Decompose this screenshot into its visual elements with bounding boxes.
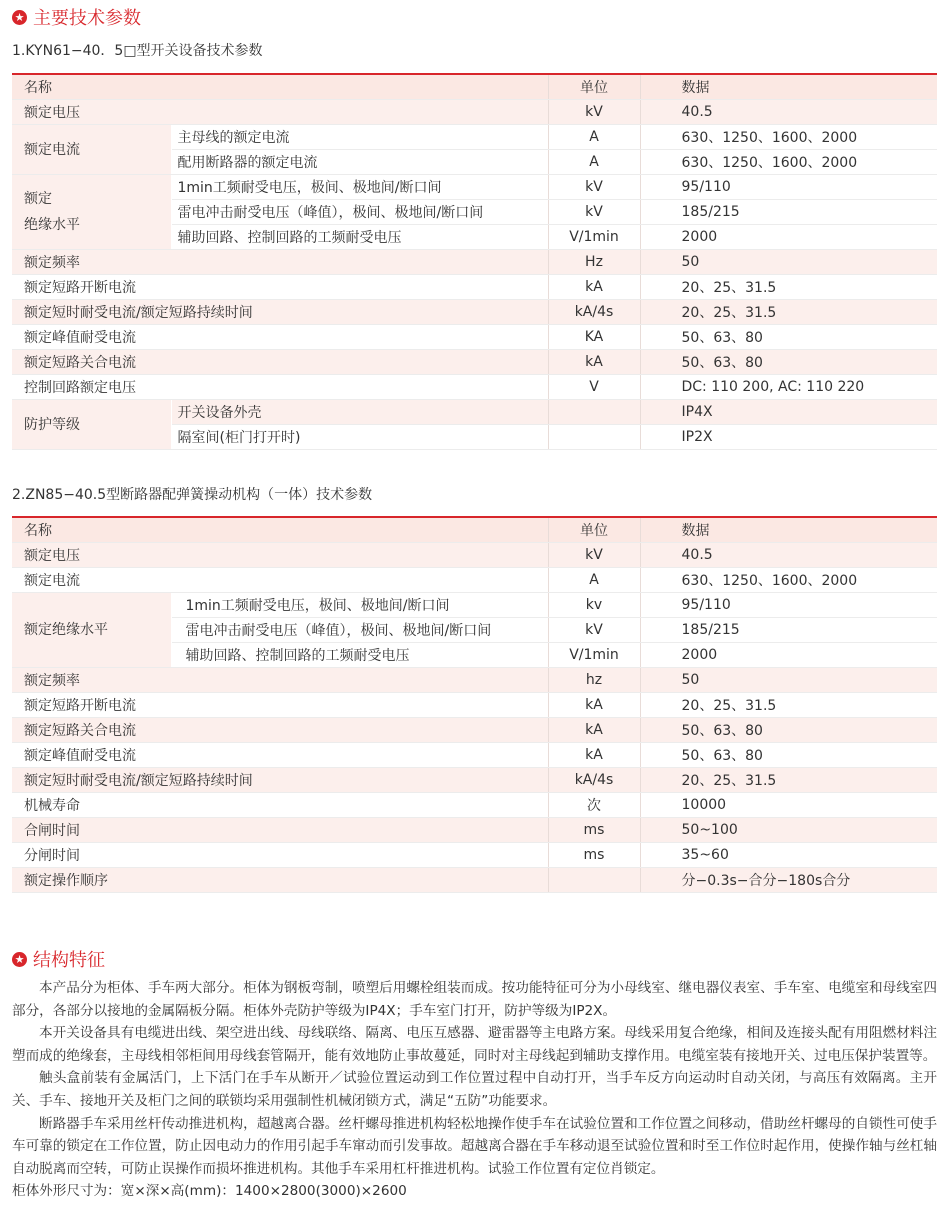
param-unit: kV <box>548 100 640 125</box>
param-name: 分闸时间 <box>12 843 548 868</box>
param-unit: kV <box>548 618 640 643</box>
param-unit: 次 <box>548 793 640 818</box>
param-name: 额定峰值耐受电流 <box>12 325 548 350</box>
param-name: 防护等级 <box>12 400 171 450</box>
param-subitem: 1min工频耐受电压，极间、极地间/断口间 <box>171 593 548 618</box>
param-unit: A <box>548 125 640 150</box>
param-subitem: 雷电冲击耐受电压（峰值），极间、极地间/断口间 <box>171 200 548 225</box>
param-name: 额定峰值耐受电流 <box>12 743 548 768</box>
table-row <box>12 400 937 425</box>
table-row <box>12 125 937 150</box>
param-value: 630、1250、1600、2000 <box>640 150 937 175</box>
param-value: 95/110 <box>640 175 937 200</box>
param-name: 额定电压 <box>12 100 548 125</box>
param-value: 20、25、31.5 <box>640 275 937 300</box>
param-unit: kA/4s <box>548 300 640 325</box>
param-subitem: 1min工频耐受电压，极间、极地间/断口间 <box>171 175 548 200</box>
param-unit: kV <box>548 175 640 200</box>
param-value: 50、63、80 <box>640 718 937 743</box>
table-row <box>12 818 937 843</box>
param-unit <box>548 400 640 425</box>
table-row <box>12 793 937 818</box>
table-row <box>12 543 937 568</box>
param-name: 额定操作顺序 <box>12 868 548 893</box>
param-name: 额定频率 <box>12 668 548 693</box>
star-icon: ★ <box>12 952 27 967</box>
param-unit: KA <box>548 325 640 350</box>
param-subitem: 开关设备外壳 <box>171 400 548 425</box>
param-unit: kA <box>548 743 640 768</box>
param-value: 20、25、31.5 <box>640 693 937 718</box>
param-value: 185/215 <box>640 618 937 643</box>
param-unit: kA <box>548 718 640 743</box>
param-name: 额定电压 <box>12 543 548 568</box>
table-row <box>12 100 937 125</box>
column-header: 单位 <box>548 74 640 100</box>
param-name: 额定短路开断电流 <box>12 693 548 718</box>
table-row <box>12 868 937 893</box>
param-value: 2000 <box>640 225 937 250</box>
table1-title: 1.KYN61−40．5□型开关设备技术参数 <box>12 43 263 59</box>
column-header: 名称 <box>12 74 548 100</box>
paragraph: 本开关设备具有电缆进出线、架空进出线、母线联络、隔离、电压互感器、避雷器等主电路方案。母线采用复合绝缘，相间及连接头配有用阻燃材料注塑而成的绝缘套，主母线相邻柜间用母线套管隔开，能有效地防止事故蔓延，同时对主母线起到辅助支撑作用。电缆室装有接地开关、过电压保护装置等。 <box>12 1025 937 1064</box>
table-row <box>12 300 937 325</box>
param-name: 额定电流 <box>12 568 548 593</box>
param-name: 额定 绝缘水平 <box>12 175 171 250</box>
param-value: 630、1250、1600、2000 <box>640 125 937 150</box>
param-unit: kA/4s <box>548 768 640 793</box>
column-header: 名称 <box>12 517 548 543</box>
table-row <box>12 375 937 400</box>
table-row <box>12 275 937 300</box>
param-subitem: 隔室间(柜门打开时) <box>171 425 548 450</box>
param-value: DC: 110 200, AC: 110 220 <box>640 375 937 400</box>
param-unit: kV <box>548 543 640 568</box>
param-name: 控制回路额定电压 <box>12 375 548 400</box>
table-row <box>12 350 937 375</box>
param-value: 10000 <box>640 793 937 818</box>
param-value: 50、63、80 <box>640 743 937 768</box>
param-name: 额定频率 <box>12 250 548 275</box>
param-value: 40.5 <box>640 100 937 125</box>
param-unit: Hz <box>548 250 640 275</box>
paragraph: 断路器手车采用丝杆传动推进机构，超越离合器。丝杆螺母推进机构轻松地操作使手车在试验位置和工作位置之间移动，借助丝杆螺母的自锁性可使手车可靠的锁定在工作位置，防止因电动力的作用引起手车窜动而引发事故。超越离合器在手车移动退至试验位置和时至工作位时起作用，使操作轴与丝杠轴自动脱离而空转，可防止误操作而损坏推进机构。其他手车采用杠杆推进机构。试验工作位置有定位肖锁定。 <box>12 1115 937 1177</box>
section-title: 结构特征 <box>33 950 105 971</box>
param-value: 40.5 <box>640 543 937 568</box>
param-value: 185/215 <box>640 200 937 225</box>
section-heading-structure <box>12 946 105 972</box>
param-name: 额定短路开断电流 <box>12 275 548 300</box>
param-unit: kA <box>548 275 640 300</box>
table-row <box>12 175 937 200</box>
param-subitem: 配用断路器的额定电流 <box>171 150 548 175</box>
column-header: 数据 <box>640 74 937 100</box>
param-unit: ms <box>548 843 640 868</box>
dimension-line: 柜体外形尺寸为：宽×深×高(mm)：1400×2800(3000)×2600 <box>12 1183 407 1200</box>
param-value: 20、25、31.5 <box>640 300 937 325</box>
param-unit: kV <box>548 200 640 225</box>
param-subitem: 辅助回路、控制回路的工频耐受电压 <box>171 225 548 250</box>
param-value: 2000 <box>640 643 937 668</box>
section-title: 主要技术参数 <box>33 8 141 29</box>
param-unit <box>548 425 640 450</box>
section-heading-main-params <box>12 4 141 30</box>
table-row <box>12 568 937 593</box>
param-value: IP4X <box>640 400 937 425</box>
paragraph: 触头盒前装有金属活门，上下活门在手车从断开／试验位置运动到工作位置过程中自动打开，当手车反方向运动时自动关闭，与高压有效隔离。主开关、手车、接地开关及柜门之间的联锁均采用强制性机械闭锁方式，满足“五防”功能要求。 <box>12 1070 937 1109</box>
param-name: 额定短路关合电流 <box>12 718 548 743</box>
param-value: 50~100 <box>640 818 937 843</box>
param-value: 50 <box>640 250 937 275</box>
table-header-row <box>12 74 937 100</box>
spec-table-zn85 <box>12 516 937 893</box>
param-subitem: 雷电冲击耐受电压（峰值），极间、极地间/断口间 <box>171 618 548 643</box>
param-value: 分−0.3s−合分−180s合分 <box>640 868 937 893</box>
param-value: 50、63、80 <box>640 350 937 375</box>
star-icon: ★ <box>12 10 27 25</box>
param-name: 额定电流 <box>12 125 171 175</box>
table-row <box>12 693 937 718</box>
param-value: 95/110 <box>640 593 937 618</box>
param-value: IP2X <box>640 425 937 450</box>
param-unit <box>548 868 640 893</box>
table-row <box>12 843 937 868</box>
param-name: 机械寿命 <box>12 793 548 818</box>
param-unit: V/1min <box>548 643 640 668</box>
param-unit: kA <box>548 693 640 718</box>
param-name: 额定短时耐受电流/额定短路持续时间 <box>12 768 548 793</box>
param-name: 合闸时间 <box>12 818 548 843</box>
param-name: 额定短路关合电流 <box>12 350 548 375</box>
table-row <box>12 593 937 618</box>
table-row <box>12 768 937 793</box>
column-header: 数据 <box>640 517 937 543</box>
param-unit: V <box>548 375 640 400</box>
param-subitem: 辅助回路、控制回路的工频耐受电压 <box>171 643 548 668</box>
structure-description <box>12 977 937 1203</box>
table-row <box>12 668 937 693</box>
param-name: 额定绝缘水平 <box>12 593 171 668</box>
param-value: 630、1250、1600、2000 <box>640 568 937 593</box>
param-unit: ms <box>548 818 640 843</box>
param-value: 50 <box>640 668 937 693</box>
column-header: 单位 <box>548 517 640 543</box>
param-value: 50、63、80 <box>640 325 937 350</box>
table-row <box>12 325 937 350</box>
param-unit: kv <box>548 593 640 618</box>
param-value: 20、25、31.5 <box>640 768 937 793</box>
table-row <box>12 718 937 743</box>
paragraph: 本产品分为柜体、手车两大部分。柜体为钢板弯制，喷塑后用螺栓组装而成。按功能特征可分为小母线室、继电器仪表室、手车室、电缆室和母线室四部分，各部分以接地的金属隔板分隔。柜体外壳防护等级为IP4X；手车室门打开，防护等级为IP2X。 <box>12 980 937 1019</box>
table2-title: 2.ZN85−40.5型断路器配弹簧操动机构（一体）技术参数 <box>12 487 373 503</box>
param-unit: A <box>548 150 640 175</box>
param-name: 额定短时耐受电流/额定短路持续时间 <box>12 300 548 325</box>
table-header-row <box>12 517 937 543</box>
spec-table-kyn61 <box>12 73 937 450</box>
param-subitem: 主母线的额定电流 <box>171 125 548 150</box>
param-value: 35~60 <box>640 843 937 868</box>
table-row <box>12 743 937 768</box>
table-row <box>12 250 937 275</box>
param-unit: V/1min <box>548 225 640 250</box>
param-unit: A <box>548 568 640 593</box>
param-unit: kA <box>548 350 640 375</box>
param-unit: hz <box>548 668 640 693</box>
